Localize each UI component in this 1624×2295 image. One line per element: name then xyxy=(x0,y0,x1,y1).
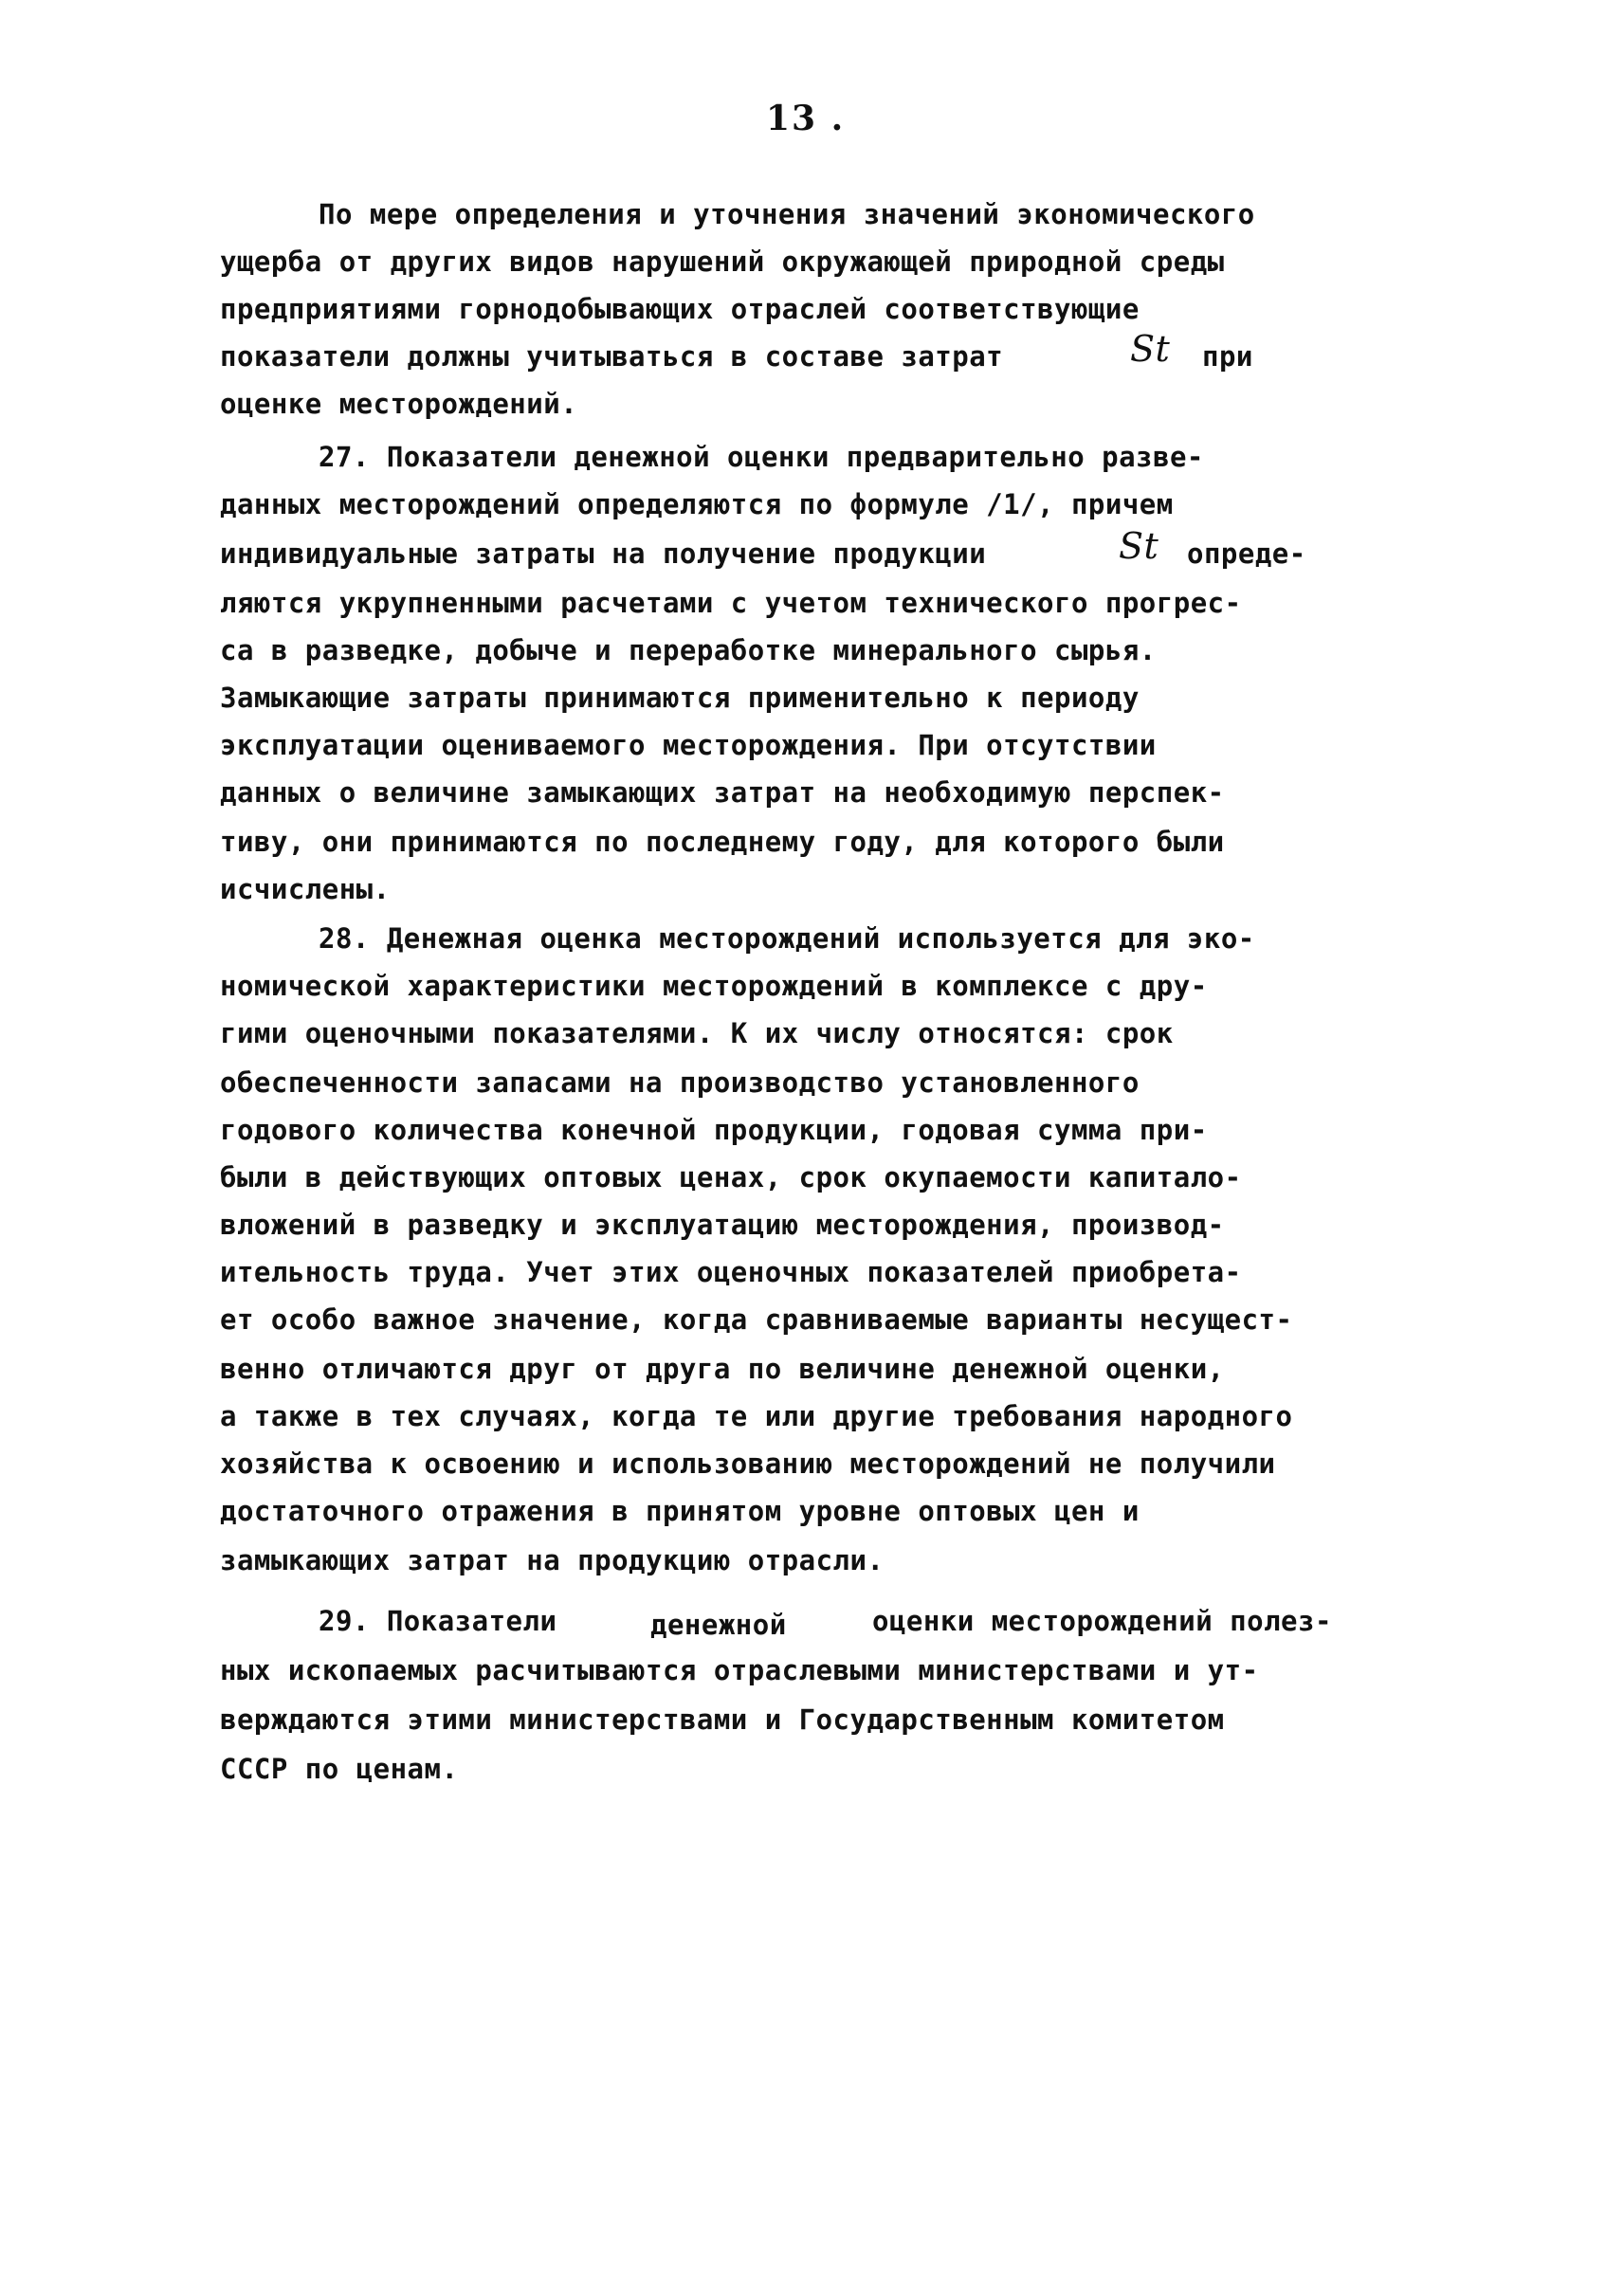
text-line: достаточного отражения в принятом уровне оптовых цен и xyxy=(220,1495,1140,1527)
text-line: при xyxy=(1202,340,1253,373)
text-line: хозяйства к освоению и использованию месторождений не получили xyxy=(220,1448,1276,1480)
text-line: По мере определения и уточнения значений экономического xyxy=(319,198,1255,230)
text-line: показатели должны учитываться в составе затрат xyxy=(220,340,1004,373)
text-line: индивидуальные затраты на получение продукции xyxy=(220,537,987,570)
text-line: эксплуатации оцениваемого месторождения. При отсутствии xyxy=(220,729,1157,761)
text-line: были в действующих оптовых ценах, срок окупаемости капитало- xyxy=(220,1161,1242,1193)
text-line: денежной xyxy=(650,1609,787,1641)
text-line: тиву, они принимаются по последнему году, для которого были xyxy=(220,826,1225,858)
page-number: 13 . xyxy=(766,99,846,138)
text-line: годового количества конечной продукции, годовая сумма при- xyxy=(220,1114,1208,1146)
text-line: верждаются этими министерствами и Государственным комитетом xyxy=(220,1703,1225,1736)
text-line: венно отличаются друг от друга по величине денежной оценки, xyxy=(220,1353,1225,1385)
text-line: ных ископаемых расчитываются отраслевыми министерствами и ут- xyxy=(220,1654,1259,1686)
text-line: ляются укрупненными расчетами с учетом технического прогрес- xyxy=(220,587,1242,619)
text-line: опреде- xyxy=(1187,537,1306,570)
text-line: Замыкающие затраты принимаются применительно к периоду xyxy=(220,682,1140,714)
text-line: СССР по ценам. xyxy=(220,1753,459,1785)
text-line: замыкающих затрат на продукцию отрасли. xyxy=(220,1544,885,1576)
text-line: данных месторождений определяются по формуле /1/, причем xyxy=(220,488,1174,520)
text-line: исчислены. xyxy=(220,873,391,905)
formula-symbol: St xyxy=(1119,525,1159,567)
text-line: а также в тех случаях, когда те или другие требования народного xyxy=(220,1400,1293,1432)
text-line: предприятиями горнодобывающих отраслей соответствующие xyxy=(220,293,1140,325)
text-line: данных о величине замыкающих затрат на необходимую перспек- xyxy=(220,776,1225,809)
text-line: ительность труда. Учет этих оценочных показателей приобрета- xyxy=(220,1256,1242,1288)
paragraph-28-start: 28. Денежная оценка месторождений используется для эко- xyxy=(319,922,1255,955)
text-line: гими оценочными показателями. К их числу относятся: срок xyxy=(220,1017,1174,1049)
formula-symbol: St xyxy=(1130,328,1171,370)
text-line: ет особо важное значение, когда сравниваемые варианты несущест- xyxy=(220,1303,1293,1336)
text-line: ущерба от других видов нарушений окружающей природной среды xyxy=(220,246,1225,278)
text-line: обеспеченности запасами на производство установленного xyxy=(220,1066,1140,1099)
text-line: оценке месторождений. xyxy=(220,388,578,420)
paragraph-27-start: 27. Показатели денежной оценки предварительно разве- xyxy=(319,441,1204,473)
text-line: номической характеристики месторождений в комплексе с дру- xyxy=(220,970,1208,1002)
text-line: са в разведке, добыче и переработке минерального сырья. xyxy=(220,634,1157,666)
text-line: вложений в разведку и эксплуатацию месторождения, производ- xyxy=(220,1209,1225,1241)
paragraph-29-start: 29. Показатели xyxy=(319,1605,557,1637)
text-line: оценки месторождений полез- xyxy=(872,1605,1332,1637)
